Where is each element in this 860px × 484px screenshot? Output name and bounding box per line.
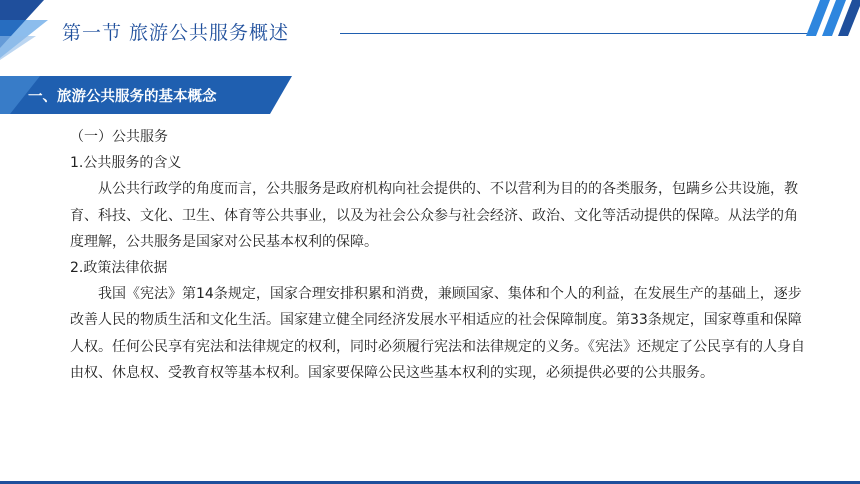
item2-paragraph: 我国《宪法》第14条规定，国家合理安排积累和消费，兼顾国家、集体和个人的利益，在发展生产的基础上，逐步改善人民的物质生活和文化生活。国家建立健全同经济发展水平相适应的社会保障制度。第33条规定，国家尊重和保障人权。任何公民享有宪法和法律规定的权利，同时必须履行宪法和法律规定的义务。《宪法》还规定了公民享有的人身自由权、休息权、受教育权等基本权利。国家要保障公民这些基本权利的实现，必须提供必要的公共服务。 [70, 286, 805, 381]
section-banner-title: 一、旅游公共服务的基本概念 [28, 89, 217, 105]
page-title: 第一节 旅游公共服务概述 [62, 22, 290, 44]
subsection-heading: （一）公共服务 [70, 129, 168, 145]
item1-heading: 1.公共服务的含义 [70, 155, 182, 172]
header-divider [340, 33, 810, 34]
stripes-decoration [800, 0, 860, 36]
item1-paragraph: 从公共行政学的角度而言，公共服务是政府机构向社会提供的、不以营利为目的的各类服务，包蹒乡公共设施，教育、科技、文化、卫生、体育等公共事业，以及为社会公众参与社会经济、政治、文化等活动提供的保障。从法学的角度理解，公共服务是国家对公民基本权利的保障。 [70, 181, 798, 250]
item2-heading: 2.政策法律依据 [70, 260, 168, 277]
content-body [70, 124, 810, 386]
corner-decoration [0, 0, 60, 60]
